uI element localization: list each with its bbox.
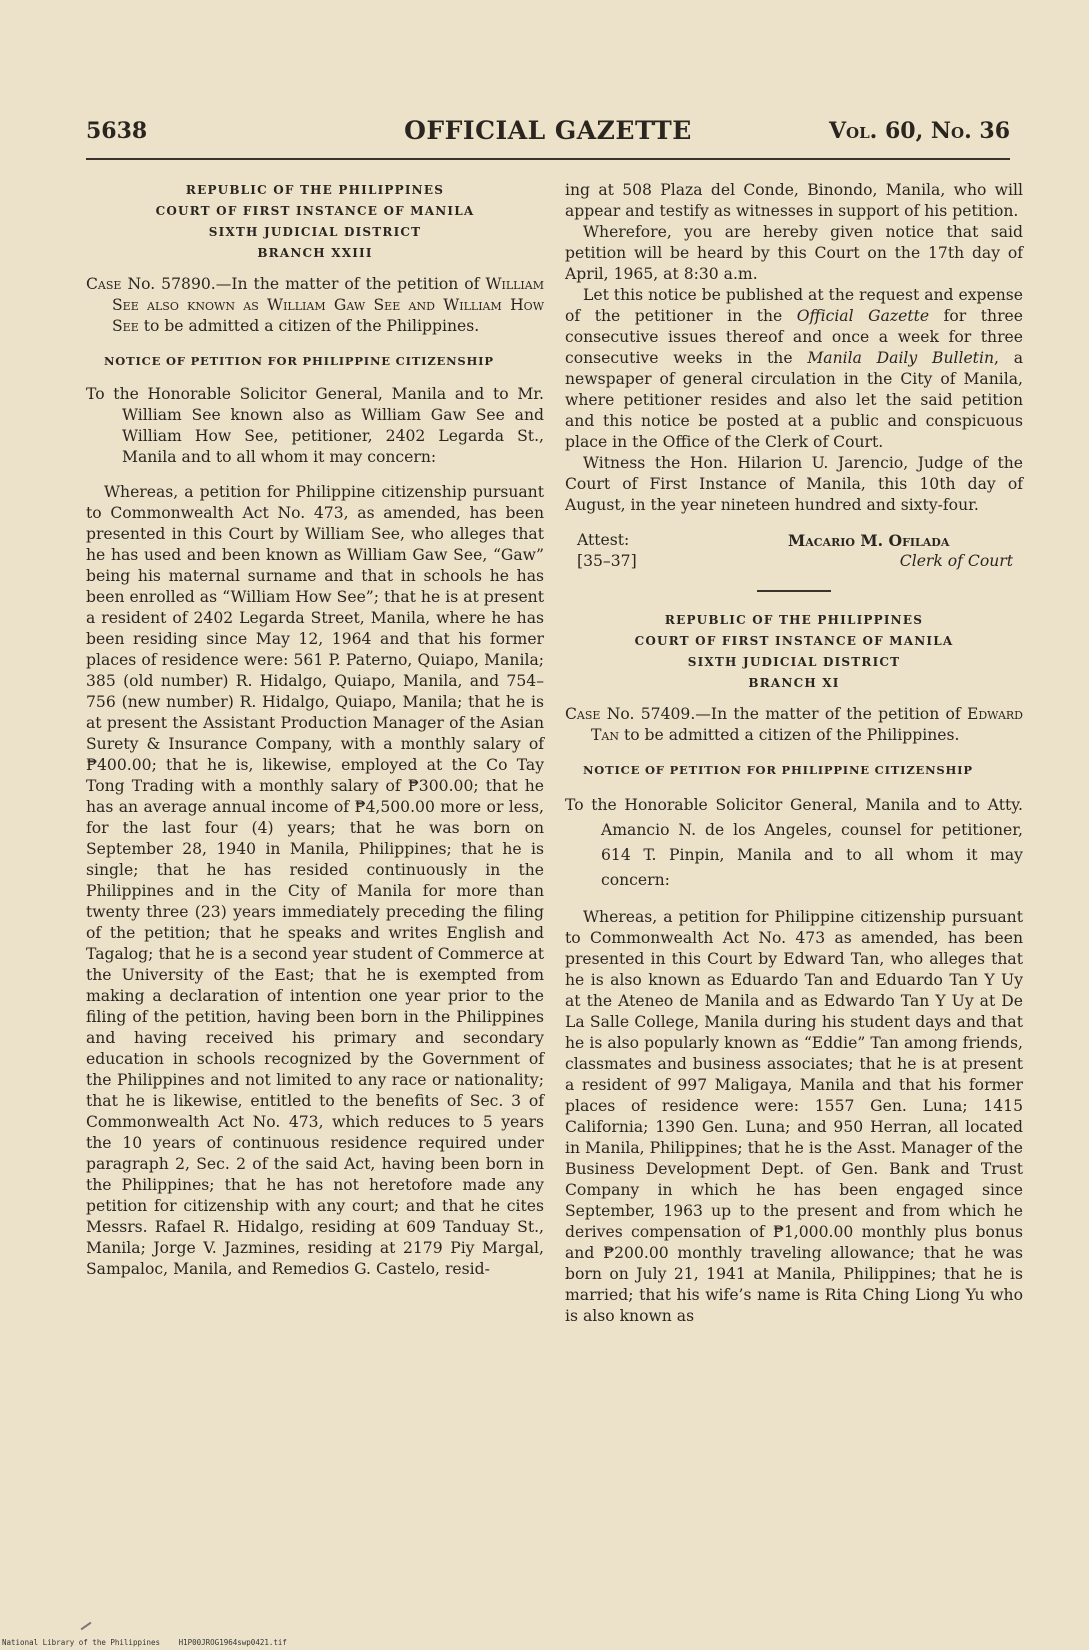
notice2-case-heading [565, 704, 1023, 746]
notice2-addressees: To the Honorable Solicitor General, Manila and to Atty. Amancio N. de los Angeles, counsel for petitioner, 614 T. Pinpin, Manila and to all whom it may concern: [565, 796, 1023, 889]
case-label: Case [565, 705, 601, 723]
volume-number: Vol. 60, No. 36 [828, 118, 1010, 144]
notice1-addressees: To the Honorable Solicitor General, Manila and to Mr. William See known also as William Gaw See and William How See, petitioner, 2402 Legarda St., Manila and to all whom it may concern: [86, 385, 544, 466]
caption-line: REPUBLIC OF THE PHILIPPINES [185, 183, 445, 197]
petitioner-names: William See also known as William Gaw See and William How See [112, 275, 544, 335]
caption-line: BRANCH XI [748, 676, 840, 690]
notice1-witness: Witness the Hon. Hilarion U. Jarencio, Judge of the Court of First Instance of Manila, this 10th day of August, in the year nineteen hundred and sixty-four. [565, 454, 1023, 514]
publication-title: OFFICIAL GAZETTE [404, 116, 692, 145]
page-number: 5638 [86, 118, 148, 144]
case-label: Case [86, 275, 122, 293]
caption-line: SIXTH JUDICIAL DISTRICT [208, 225, 422, 239]
caption-line: COURT OF FIRST INSTANCE OF MANILA [155, 204, 475, 218]
official-gazette-name: Official Gazette [796, 307, 930, 325]
notice1-continuation: ing at 508 Plaza del Conde, Binondo, Manila, who will appear and testify as witnesses in support of his petition. [565, 181, 1023, 220]
caption-line: REPUBLIC OF THE PHILIPPINES [664, 613, 924, 627]
scan-footer [2, 1638, 301, 1647]
publish-text-b: for three consecutive issues thereof and once a week for three consecutive weeks in the [565, 307, 1023, 367]
attest-left [577, 530, 697, 572]
scan-filename: H1P00JROG1964swp0421.tif [178, 1638, 287, 1647]
notice2-whereas: Whereas, a petition for Philippine citizenship pursuant to Commonwealth Act No. 473 as amended, has been presented in this Court by Edward Tan, who alleges that he is also known as Eduardo Tan and Eduardo Tan Y Uy at the Ateneo de Manila and as Edwardo Tan Y Uy at De La Salle College, Manila during his student days and that he is also popularly known as “Eddie” Tan among friends, classmates and business associates; that he is at present a resident of 997 Maligaya, Manila and that his former places of residence were: 1557 Gen. Luna; 1415 California; 1390 Gen. Luna; and 950 Herran, all located in Manila, Philippines; that he is the Asst. Manager of the Business Development Dept. of Gen. Bank and Trust Company in which he has been engaged since September, 1963 up to the present and from which he derives compensation of ₱1,000.00 monthly plus bonus and ₱200.00 monthly traveling allowance; that he was born on July 21, 1941 at Manila, Philippines; that he is married; that his wife’s name is Rita Ching Liong Yu who is also known as [565, 908, 1023, 1325]
notice1-whereas: Whereas, a petition for Philippine citizenship pursuant to Commonwealth Act No. 473, as amended, has been presented in this Court by William See, who alleges that he has used and been known as William Gaw See, “Gaw” being his maternal surname and that in schools he has been enrolled as “William How See”; that he is at present a resident of 2402 Legarda Street, Manila, where he has been residing since May 12, 1964 and that his former places of residence were: 561 P. Paterno, Quiapo, Manila; 385 (old number) R. Hidalgo, Quiapo, Manila, and 754–756 (new number) R. Hidalgo, Quiapo, Manila; that he is at present the Assistant Production Manager of the Asian Surety & Insurance Company, with a monthly salary of ₱400.00; that he is, likewise, employed at the Co Tay Tong Trading with a monthly salary of ₱300.00; that he has an average annual income of ₱4,500.00 more or less, for the last four (4) years; that he was born on September 28, 1940 in Manila, Philippines; that he is single; that he has resided continuously in the Philippines and in the City of Manila for more than twenty three (23) years immediately preceding the filing of the petition; that he speaks and writes English and Tagalog; that he is a second year student of Commerce at the University of the East; that he is exempted from making a declaration of intention one year prior to the filing of the petition, having been born in the Philippines and having received his primary and secondary education in schools recognized by the Government of the Philippines and not limited to any race or nationality; that he is likewise, entitled to the benefits of Sec. 3 of Commonwealth Act No. 473, which reduces to 5 years the 10 years of continuous residence required under paragraph 2, Sec. 2 of the said Act, having been born in the Philippines; that he has not heretofore made any petition for citizenship with any court; and that he cites Messrs. Rafael R. Hidalgo, residing at 609 Tanduay St., Manila; Jorge V. Jazmines, residing at 2179 Piy Margal, Sampaloc, Manila, and Remedios G. Castelo, resid- [86, 483, 544, 1278]
notice-divider [757, 590, 831, 592]
notice1-case-heading [86, 274, 544, 337]
publish-text-c: , a newspaper of general circulation in the City of Manila, where petitioner resides and also let the said petition and this notice be posted at a public and conspicuous place in the Office of the Clerk of Court. [565, 349, 1023, 451]
notice2-title: NOTICE OF PETITION FOR PHILIPPINE CITIZENSHIP [583, 763, 973, 777]
case-tail: to be admitted a citizen of the Philippines. [618, 726, 960, 744]
clerk-title: Clerk of Court [899, 552, 1013, 570]
caption-line: BRANCH XXIII [257, 246, 373, 260]
notice2-caption [565, 610, 1023, 694]
petitioner-names: Edward Tan [591, 705, 1023, 744]
page-blemish [81, 1622, 92, 1631]
publish-text-a: Let this notice be published at the request and expense of the petitioner in the [565, 286, 1023, 325]
attest-label: Attest: [577, 531, 630, 549]
attestation-block [565, 530, 1023, 572]
issue-reference: [35–37] [577, 552, 637, 570]
notice1-caption [86, 180, 544, 264]
case-number: No. 57890.—In the matter of the petition of [121, 275, 486, 293]
caption-line: SIXTH JUDICIAL DISTRICT [687, 655, 901, 669]
clerk-name: Macario M. Ofilada [788, 531, 950, 550]
left-column [86, 180, 544, 1284]
header-rule [86, 158, 1010, 160]
notice1-title: NOTICE OF PETITION FOR PHILIPPINE CITIZENSHIP [104, 354, 494, 368]
bulletin-name: Manila Daily Bulletin [807, 349, 994, 367]
attest-right [788, 530, 1023, 572]
library-credit: National Library of the Philippines [2, 1638, 161, 1647]
notice1-publication-order [565, 285, 1023, 453]
notice1-wherefore: Wherefore, you are hereby given notice that said petition will be heard by this Court on the 17th day of April, 1965, at 8:30 a.m. [565, 223, 1023, 283]
case-tail: to be admitted a citizen of the Philippines. [138, 317, 480, 335]
right-column [565, 180, 1023, 1327]
caption-line: COURT OF FIRST INSTANCE OF MANILA [634, 634, 954, 648]
page-header [86, 118, 1010, 152]
case-number: No. 57409.—In the matter of the petition of [600, 705, 967, 723]
